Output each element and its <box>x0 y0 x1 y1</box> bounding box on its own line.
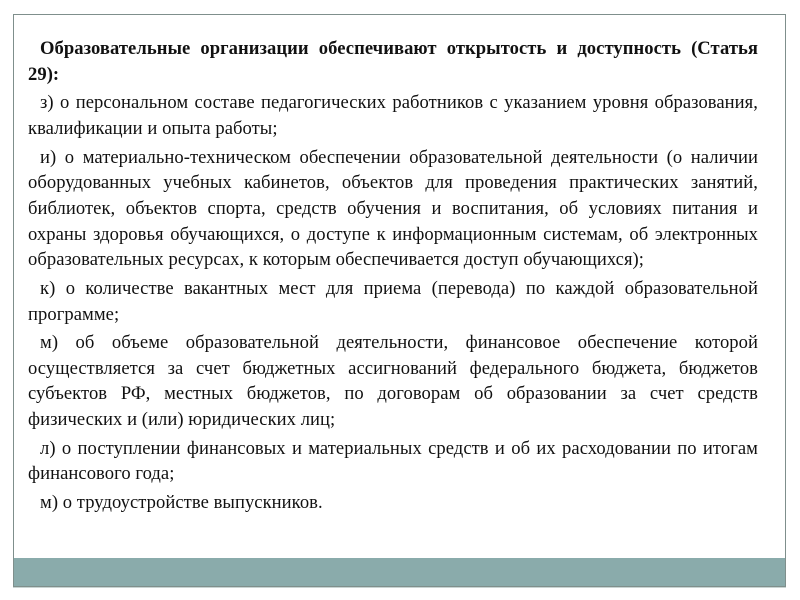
frame-shadow-line <box>13 587 786 588</box>
paragraph-l-funds-receipt: л) о поступлении финансовых и материальных средств и об их расходовании по итогам финансового года; <box>28 437 758 485</box>
paragraph-m-volume-financing: м) об объеме образовательной деятельности, финансовое обеспечение которой осуществляется за счет бюджетных ассигнований федерального бюджета, бюджетов субъектов РФ, местных бюджетов, по договорам об образовании за счет средств физических и (или) юридических лиц; <box>28 332 758 431</box>
slide-content <box>28 36 758 516</box>
footer-band <box>14 558 785 586</box>
paragraph-m-employment: м) о трудоустройстве выпускников. <box>40 492 323 514</box>
paragraph-z-staff: з) о персональном составе педагогических работников с указанием уровня образования, квалификации и опыта работы; <box>28 92 758 139</box>
slide-heading: Образовательные организации обеспечивают открытость и доступность (Статья 29): <box>28 38 758 85</box>
paragraph-i-facilities: и) о материально-техническом обеспечении образовательной деятельности (о наличии оборудованных учебных кабинетов, объектов для проведения практических занятий, библиотек, объектов спорта, средств обучения и воспитания, об условиях питания и охраны здоровья обучающихся, о доступе к информационным системам, об электронных образовательных ресурсах, к которым обеспечивается доступ обучающихся); <box>28 146 758 271</box>
paragraph-k-vacancies: к) о количестве вакантных мест для приема (перевода) по каждой образовательной программе; <box>28 277 758 325</box>
